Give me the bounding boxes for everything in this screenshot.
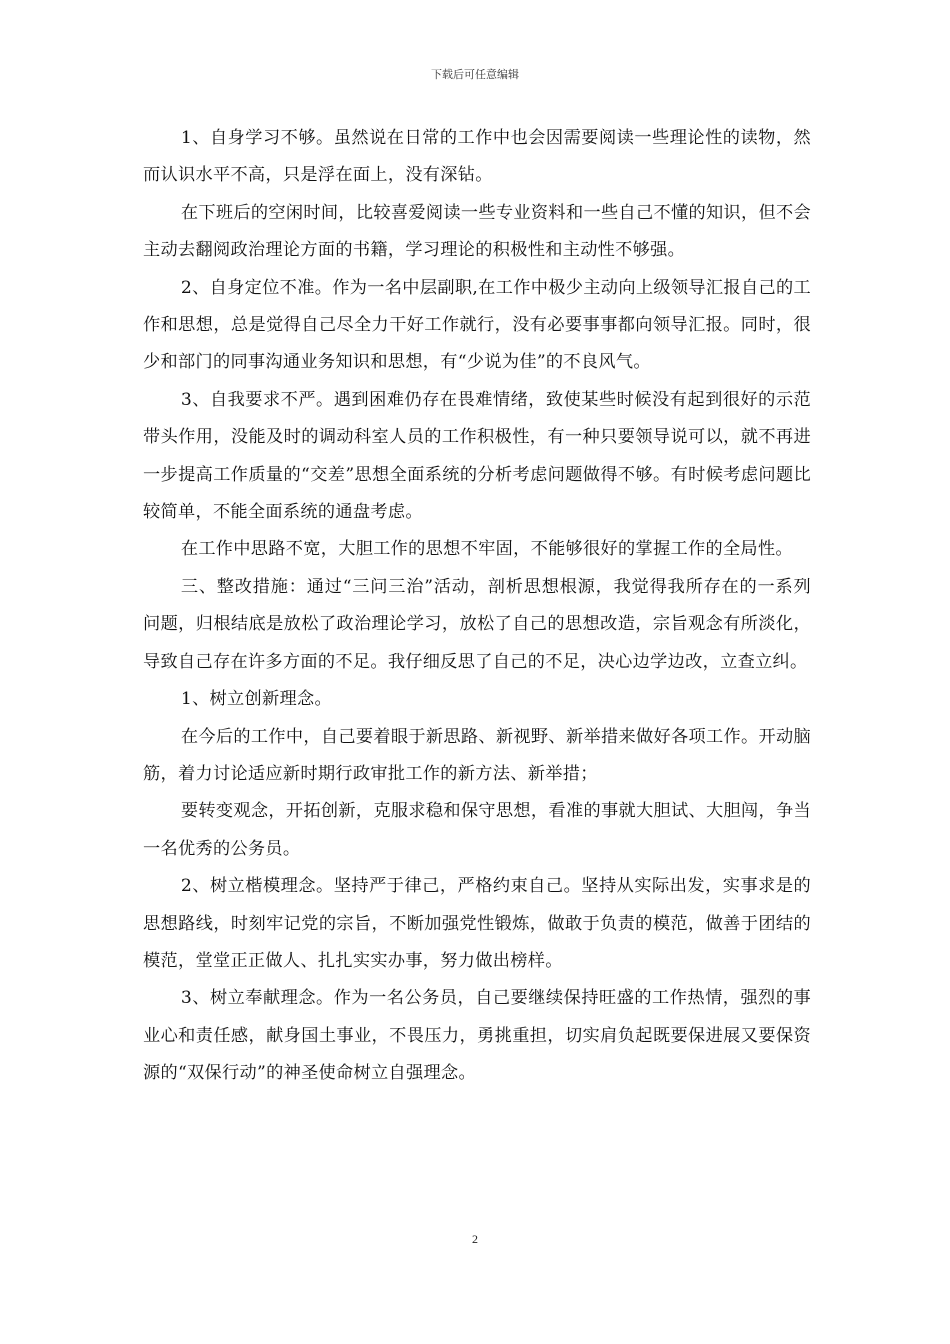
paragraph-future-work: 在今后的工作中，自己要着眼于新思路、新视野、新举措来做好各项工作。开动脑筋，着力讨论适应新时期行政审批工作的新方法、新举措； [143, 726, 811, 784]
paragraph-self-study: 1、自身学习不够。虽然说在日常的工作中也会因需要阅读一些理论性的读物，然而认识水平不高，只是浮在面上，没有深钻。 [143, 128, 811, 186]
paragraph-dedication: 3、树立奉献理念。作为一名公务员，自己要继续保持旺盛的工作热情，强烈的事业心和责任感，献身国土事业，不畏压力，勇挑重担，切实肩负起既要保进展又要保资源的“双保行动”的神圣使命树立自强理念。 [143, 988, 811, 1084]
paragraph-innovation-heading: 1、树立创新理念。 [180, 689, 332, 710]
paragraph-narrow-thinking: 在工作中思路不宽，大胆工作的思想不牢固，不能够很好的掌握工作的全局性。 [180, 539, 793, 560]
paragraph-role-model: 2、树立楷模理念。坚持严于律己，严格约束自己。坚持从实际出发，实事求是的思想路线，时刻牢记党的宗旨，不断加强党性锻炼，做敢于负责的模范，做善于团结的模范，堂堂正正做人、扎扎实实办事，努力做出榜样。 [143, 876, 811, 971]
paragraph-self-requirements: 3、自我要求不严。遇到困难仍存在畏难情绪，致使某些时候没有起到很好的示范带头作用，没能及时的调动科室人员的工作积极性，有一种只要领导说可以，就不再进一步提高工作质量的“交差”思想全面系统的分析考虑问题做得不够。有时候考虑问题比较简单，不能全面系统的通盘考虑。 [143, 389, 811, 523]
paragraph-change-concepts: 要转变观念，开拓创新，克服求稳和保守思想，看准的事就大胆试、大胆闯，争当一名优秀的公务员。 [143, 801, 811, 859]
paragraph-self-positioning: 2、自身定位不准。作为一名中层副职,在工作中极少主动向上级领导汇报自己的工作和思想，总是觉得自己尽全力干好工作就行，没有必要事事都向领导汇报。同时，很少和部门的同事沟通业务知识和思想，有“少说为佳”的不良风气。 [143, 277, 811, 373]
document-body [143, 120, 811, 1093]
paragraph-rectification-measures: 三、整改措施：通过“三问三治”活动，剖析思想根源，我觉得我所存在的一系列问题，归根结底是放松了政治理论学习，放松了自己的思想改造，宗旨观念有所淡化，导致自己存在许多方面的不足。我仔细反思了自己的不足，决心边学边改，立查立纠。 [143, 576, 811, 672]
page-header: 下载后可任意编辑 [431, 68, 519, 81]
paragraph-spare-time: 在下班后的空闲时间，比较喜爱阅读一些专业资料和一些自己不懂的知识，但不会主动去翻阅政治理论方面的书籍，学习理论的积极性和主动性不够强。 [143, 202, 811, 261]
page-number: 2 [472, 1232, 478, 1246]
